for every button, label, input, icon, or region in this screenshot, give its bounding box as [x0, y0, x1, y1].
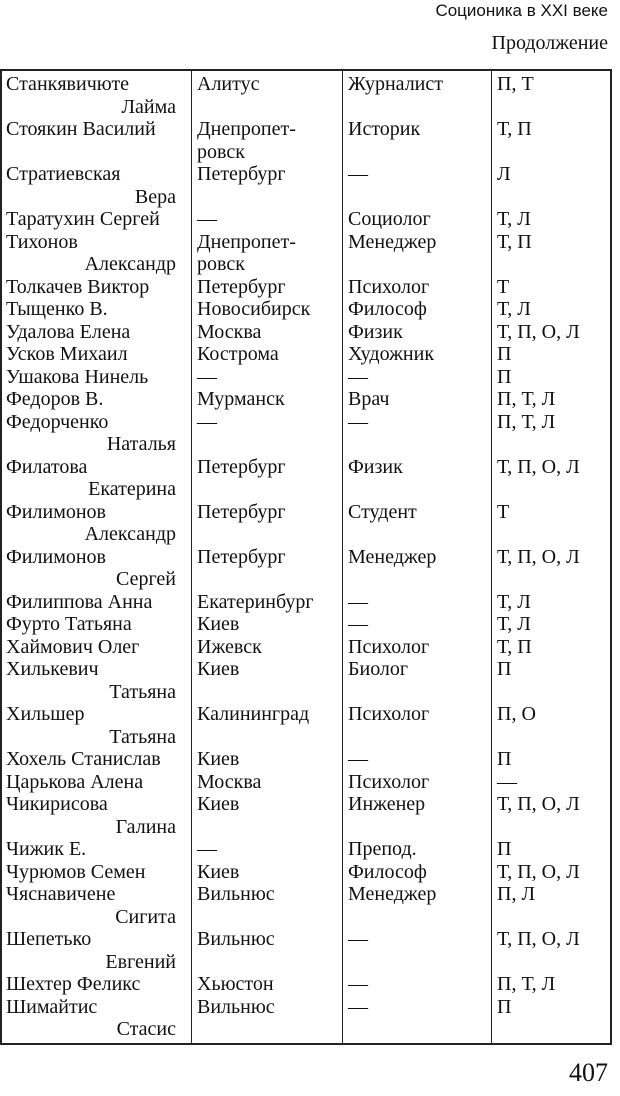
table-row — [2, 861, 610, 884]
table-row — [2, 748, 610, 771]
city-cell — [197, 321, 345, 344]
types-cell: Т, П — [497, 635, 532, 658]
city-cell — [197, 456, 345, 479]
types-cell: П, Т, Л — [497, 973, 556, 995]
table-row — [2, 456, 610, 501]
types-cell: П — [497, 995, 512, 1018]
city-cell — [197, 276, 345, 299]
city: Алитус — [197, 73, 260, 95]
table-row — [2, 883, 610, 928]
person-name-cell — [6, 996, 190, 1041]
person-name: Стоякин Василий — [6, 118, 156, 140]
running-header: Соционика в XXI веке — [435, 1, 608, 20]
city: Вильнюс — [197, 995, 275, 1018]
types-cell: Т, П, О, Л — [497, 455, 580, 478]
profession-cell: Психолог — [348, 635, 430, 658]
profession-cell: Художник — [348, 343, 435, 365]
person-name: Федорченко — [6, 410, 109, 433]
continuation-label: Продолжение — [491, 32, 608, 54]
person-name: Ушакова Нинель — [6, 365, 149, 388]
person-name-cell — [6, 208, 190, 231]
person-name-continued: Лайма — [121, 95, 176, 118]
city-cell — [197, 298, 345, 321]
person-name-continued: Сигита — [115, 905, 176, 928]
person-name-cell — [6, 276, 190, 299]
person-name: Чикирисова — [6, 793, 108, 815]
city-cell — [197, 366, 345, 389]
person-name: Филатова — [6, 455, 88, 478]
city: Екатеринбург — [197, 590, 314, 613]
person-name-cell — [6, 838, 190, 861]
city-cell — [197, 703, 345, 726]
city-cell — [197, 411, 345, 434]
table-row — [2, 73, 610, 118]
person-name: Чижик Е. — [6, 838, 87, 860]
table-row — [2, 298, 610, 321]
person-name-cell — [6, 748, 190, 771]
city: Киев — [197, 658, 240, 680]
types-cell: П — [497, 838, 512, 860]
profession-cell: Историк — [348, 118, 421, 140]
profession-cell: Психолог — [348, 770, 430, 793]
profession-cell: — — [348, 163, 368, 185]
person-name-continued: Евгений — [105, 950, 176, 973]
person-name: Станкявичюте — [6, 73, 130, 95]
table-row — [2, 703, 610, 748]
city-cell — [197, 231, 345, 276]
types-cell: П — [497, 658, 512, 680]
city: Петербург — [197, 275, 286, 298]
city-cell — [197, 613, 345, 636]
person-name-cell — [6, 793, 190, 838]
person-name: Фурто Татьяна — [6, 613, 132, 635]
person-name: Шепетько — [6, 928, 92, 950]
person-name-cell — [6, 546, 190, 591]
person-name: Удалова Елена — [6, 320, 131, 343]
person-name: Шехтер Феликс — [6, 973, 141, 995]
person-name-continued: Наталья — [106, 433, 176, 455]
table-row — [2, 636, 610, 659]
person-name-cell — [6, 501, 190, 546]
table-row — [2, 928, 610, 973]
person-name: Царькова Алена — [6, 770, 144, 793]
types-cell: Т, Л — [497, 208, 531, 230]
types-cell: Т, П — [497, 230, 532, 253]
types-cell: П, Т, Л — [497, 410, 556, 433]
city-cell — [197, 883, 345, 906]
person-name-cell — [6, 658, 190, 703]
city: Москва — [197, 320, 262, 343]
types-cell: — — [497, 770, 517, 793]
profession-cell: — — [348, 748, 368, 770]
city: Киев — [197, 613, 240, 635]
person-name-continued: Сергей — [116, 568, 176, 590]
table-row — [2, 366, 610, 389]
city-cell — [197, 208, 345, 231]
types-cell: Т, П, О, Л — [497, 320, 580, 343]
profession-cell: — — [348, 995, 368, 1018]
person-name: Тихонов — [6, 230, 78, 253]
page-number: 407 — [569, 1058, 608, 1087]
city-cell — [197, 838, 345, 861]
person-name-cell — [6, 73, 190, 118]
city: Москва — [197, 770, 262, 793]
table-row — [2, 658, 610, 703]
types-cell: Т, П, О, Л — [497, 793, 580, 815]
person-name-cell — [6, 231, 190, 276]
profession-cell: Психолог — [348, 703, 430, 725]
person-name-cell — [6, 973, 190, 996]
city-cell — [197, 771, 345, 794]
person-name-cell — [6, 388, 190, 411]
person-name: Хаймович Олег — [6, 635, 140, 658]
person-name: Тыщенко В. — [6, 298, 108, 320]
table-row — [2, 973, 610, 996]
profession-cell: — — [348, 973, 368, 995]
city-cell — [197, 163, 345, 186]
person-name: Усков Михаил — [6, 343, 128, 365]
person-name-continued: Вера — [134, 185, 176, 208]
city-cell — [197, 388, 345, 411]
person-name: Филимонов — [6, 545, 106, 568]
people-table — [0, 69, 612, 1045]
table-row — [2, 501, 610, 546]
table-row — [2, 276, 610, 299]
person-name-cell — [6, 343, 190, 366]
person-name-continued: Екатерина — [88, 478, 176, 500]
city-cell — [197, 501, 345, 524]
city-cell — [197, 636, 345, 659]
city-cell — [197, 996, 345, 1019]
profession-cell: Физик — [348, 455, 403, 478]
person-name: Федоров В. — [6, 388, 104, 410]
table-row — [2, 546, 610, 591]
person-name-cell — [6, 771, 190, 794]
person-name-continued: Александр — [84, 253, 176, 275]
profession-cell: — — [348, 410, 368, 433]
city: Ижевск — [197, 635, 262, 658]
types-cell: Т, П — [497, 118, 532, 140]
types-cell: Т, Л — [497, 613, 531, 635]
city-cell — [197, 861, 345, 884]
person-name: Филимонов — [6, 500, 106, 523]
city-continued: ровск — [197, 253, 245, 275]
types-cell: П — [497, 343, 512, 365]
city: Калининград — [197, 703, 310, 725]
table-row — [2, 591, 610, 614]
profession-cell: Философ — [348, 860, 427, 883]
city: — — [197, 365, 217, 388]
city: Днепропет- — [197, 230, 296, 253]
person-name: Стратиевская — [6, 163, 121, 185]
person-name-continued: Галина — [115, 815, 176, 838]
person-name: Хилькевич — [6, 658, 99, 680]
city: Вильнюс — [197, 928, 275, 950]
types-cell: П — [497, 748, 512, 770]
person-name-cell — [6, 411, 190, 456]
profession-cell: Врач — [348, 388, 390, 410]
city: Петербург — [197, 500, 286, 523]
profession-cell: Менеджер — [348, 883, 437, 905]
profession-cell: — — [348, 928, 368, 950]
person-name: Толкачев Виктор — [6, 275, 150, 298]
profession-cell: Менеджер — [348, 545, 437, 568]
types-cell: П, Т, Л — [497, 388, 556, 410]
table-row — [2, 388, 610, 411]
types-cell: Т, П, О, Л — [497, 928, 580, 950]
profession-cell: Менеджер — [348, 230, 437, 253]
profession-cell: Физик — [348, 320, 403, 343]
city-cell — [197, 546, 345, 569]
city: Киев — [197, 793, 240, 815]
city: Киев — [197, 748, 240, 770]
city: Вильнюс — [197, 883, 275, 905]
table-row — [2, 411, 610, 456]
types-cell: П, О — [497, 703, 536, 725]
table-row — [2, 231, 610, 276]
types-cell: Т, П, О, Л — [497, 860, 580, 883]
person-name-cell — [6, 366, 190, 389]
types-cell: Т, Л — [497, 298, 531, 320]
table-row — [2, 118, 610, 163]
person-name-continued: Татьяна — [109, 680, 176, 703]
types-cell: П, Л — [497, 883, 536, 905]
table-body — [2, 73, 610, 1041]
city: Киев — [197, 860, 240, 883]
types-cell: Л — [497, 163, 511, 185]
person-name-continued: Стасис — [116, 1018, 176, 1040]
city-continued: ровск — [197, 140, 245, 163]
person-name-cell — [6, 613, 190, 636]
city: — — [197, 838, 217, 860]
city: Кострома — [197, 343, 279, 365]
city: Днепропет- — [197, 118, 296, 140]
person-name-cell — [6, 861, 190, 884]
profession-cell: Препод. — [348, 838, 417, 860]
person-name-continued: Александр — [84, 523, 176, 545]
profession-cell: Журналист — [348, 73, 443, 95]
city: Мурманск — [197, 388, 285, 410]
person-name: Шимайтис — [6, 995, 98, 1018]
table-row — [2, 838, 610, 861]
person-name: Хохель Станислав — [6, 748, 161, 770]
person-name: Филиппова Анна — [6, 590, 153, 613]
person-name-cell — [6, 321, 190, 344]
types-cell: Т — [497, 275, 510, 298]
city: Петербург — [197, 455, 286, 478]
table-row — [2, 613, 610, 636]
person-name-cell — [6, 883, 190, 928]
table-row — [2, 321, 610, 344]
city: Хьюстон — [197, 973, 274, 995]
city-cell — [197, 658, 345, 681]
city: — — [197, 208, 217, 230]
person-name-continued: Татьяна — [109, 725, 176, 748]
person-name-cell — [6, 636, 190, 659]
types-cell: Т — [497, 500, 510, 523]
person-name-cell — [6, 703, 190, 748]
types-cell: Т, Л — [497, 590, 531, 613]
city: — — [197, 410, 217, 433]
city-cell — [197, 591, 345, 614]
table-row — [2, 996, 610, 1041]
city: Петербург — [197, 545, 286, 568]
profession-cell: Психолог — [348, 275, 430, 298]
person-name: Хильшер — [6, 703, 85, 725]
person-name-cell — [6, 456, 190, 501]
city: Петербург — [197, 163, 286, 185]
types-cell: П, Т — [497, 73, 534, 95]
city-cell — [197, 928, 345, 951]
types-cell: Т, П, О, Л — [497, 545, 580, 568]
types-cell: П — [497, 365, 512, 388]
profession-cell: Социолог — [348, 208, 431, 230]
profession-cell: — — [348, 590, 368, 613]
city-cell — [197, 793, 345, 816]
profession-cell: Инженер — [348, 793, 426, 815]
city-cell — [197, 748, 345, 771]
profession-cell: Студент — [348, 500, 417, 523]
table-row — [2, 343, 610, 366]
profession-cell: Философ — [348, 298, 427, 320]
person-name-cell — [6, 591, 190, 614]
person-name-cell — [6, 298, 190, 321]
profession-cell: — — [348, 613, 368, 635]
person-name: Чяснавичене — [6, 883, 116, 905]
person-name-cell — [6, 163, 190, 208]
city-cell — [197, 343, 345, 366]
city-cell — [197, 118, 345, 163]
table-row — [2, 771, 610, 794]
person-name: Таратухин Сергей — [6, 208, 160, 230]
table-row — [2, 163, 610, 208]
person-name: Чурюмов Семен — [6, 860, 146, 883]
city-cell — [197, 973, 345, 996]
table-row — [2, 208, 610, 231]
person-name-cell — [6, 928, 190, 973]
table-row — [2, 793, 610, 838]
profession-cell: Биолог — [348, 658, 409, 680]
city: Новосибирск — [197, 298, 311, 320]
profession-cell: — — [348, 365, 368, 388]
person-name-cell — [6, 118, 190, 141]
city-cell — [197, 73, 345, 96]
